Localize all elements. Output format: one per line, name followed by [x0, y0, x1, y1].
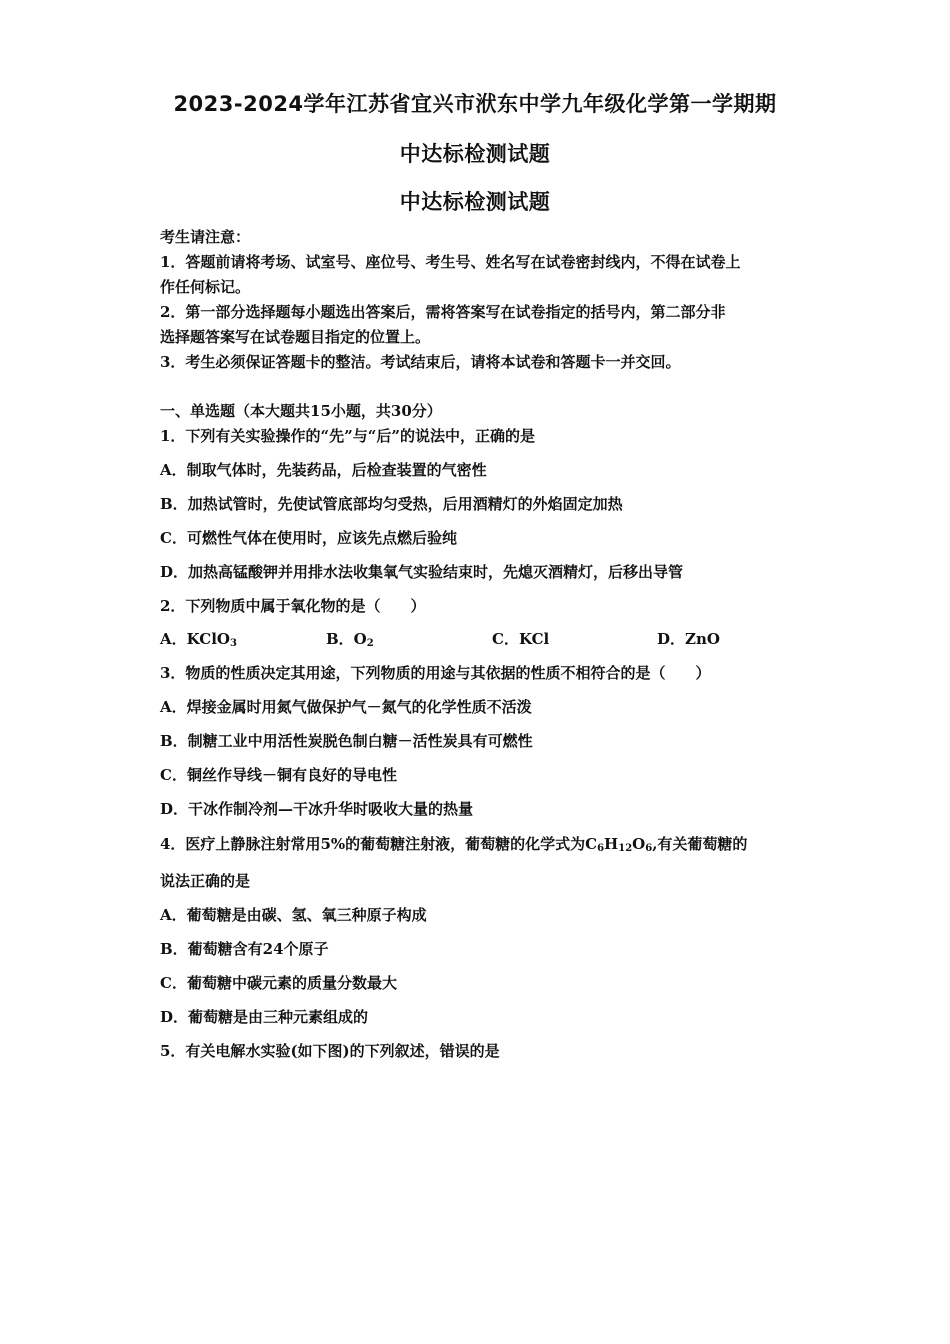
notice-item-2-cont: 选择题答案写在试卷题目指定的位置上。 [160, 328, 431, 346]
exam-title-line-1: 2023-2024学年江苏省宜兴市洑东中学九年级化学第一学期期 [173, 92, 777, 116]
question-3-option-a: A．焊接金属时用氮气做保护气－氮气的化学性质不活泼 [160, 698, 532, 716]
question-3-stem: 3．物质的性质决定其用途，下列物质的用途与其依据的性质不相符合的是（ ） [160, 664, 711, 682]
question-3-option-d: D．干冰作制冷剂—干冰升华时吸收大量的热量 [160, 800, 474, 818]
question-1-option-a: A．制取气体时，先装药品，后检查装置的气密性 [160, 461, 487, 479]
question-1-option-b: B．加热试管时，先使试管底部均匀受热，后用酒精灯的外焰固定加热 [160, 495, 623, 513]
question-4-option-b: B．葡萄糖含有24个原子 [160, 940, 329, 958]
question-4-stem: 4．医疗上静脉注射常用5%的葡萄糖注射液，葡萄糖的化学式为$C_6H_{12}O_6$,有关葡萄糖的 [160, 835, 748, 854]
question-5-stem: 5．有关电解水实验(如下图)的下列叙述，错误的是 [160, 1042, 500, 1060]
question-2-option-a: A．KClO$_3$ [160, 630, 237, 649]
question-2-stem: 2．下列物质中属于氧化物的是（ ） [160, 597, 426, 615]
question-4-option-a: A．葡萄糖是由碳、氢、氧三种原子构成 [160, 906, 427, 924]
question-4-option-c: C．葡萄糖中碳元素的质量分数最大 [160, 974, 397, 992]
question-2-options [160, 629, 800, 649]
question-3-option-c: C．铜丝作导线－铜有良好的导电性 [160, 766, 397, 784]
notice-item-1: 1．答题前请将考场、试室号、座位号、考生号、姓名写在试卷密封线内，不得在试卷上 [160, 253, 741, 271]
notice-item-1-cont: 作任何标记。 [160, 278, 251, 296]
notice-heading: 考生请注意： [160, 228, 251, 246]
question-1-option-c: C．可燃性气体在使用时，应该先点燃后验纯 [160, 529, 457, 547]
question-2-option-d: D．ZnO [657, 630, 720, 648]
question-4-stem-cont: 说法正确的是 [160, 872, 251, 890]
notice-item-3: 3．考生必须保证答题卡的整洁。考试结束后，请将本试卷和答题卡一并交回。 [160, 353, 681, 371]
question-2-option-c: C．KCl [492, 630, 550, 648]
question-2-option-b: B．$O_2$ [326, 630, 374, 649]
question-1-stem: 1．下列有关实验操作的“先”与“后”的说法中，正确的是 [160, 427, 535, 445]
question-4-option-d: D．葡萄糖是由三种元素组成的 [160, 1008, 369, 1026]
question-1-option-d: D．加热高锰酸钾并用排水法收集氧气实验结束时，先熄灭酒精灯，后移出导管 [160, 563, 684, 581]
notice-item-2: 2．第一部分选择题每小题选出答案后，需将答案写在试卷指定的括号内，第二部分非 [160, 303, 726, 321]
exam-title-line-2: 中达标检测试题 [399, 142, 551, 166]
question-3-option-b: B．制糖工业中用活性炭脱色制白糖－活性炭具有可燃性 [160, 732, 533, 750]
section-heading: 一、单选题（本大题共15小题，共30分） [160, 402, 442, 420]
exam-title-line-3: 中达标检测试题 [399, 190, 551, 214]
